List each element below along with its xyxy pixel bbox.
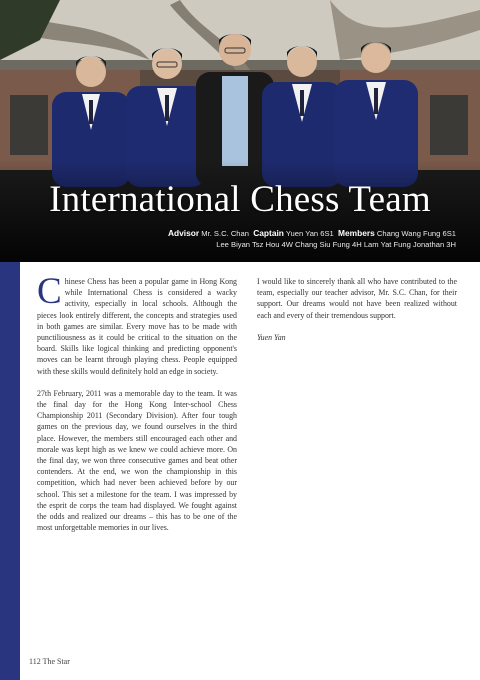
members-line-2: Lee Biyan Tsz Hou 4W Chang Siu Fung 4H Lam Yat Fung Jonathan 3H: [216, 240, 456, 249]
paragraph-1: [37, 271, 237, 377]
drop-cap: C: [37, 271, 62, 312]
paragraph-2: 27th February, 2011 was a memorable day to the team. It was the final day for the Hong Kong Inter-school Chess Championship 2011 (Secondary Division). After four tough games on the previous day, we found ourselves in the third place. However, the members still encouraged each other and morale was kept high as we knew we could achieve more. On the final day, we won three consecutive games and beat other contenders. At the end, we won the championship in this competition, which had never been achieved before by our school. This set a milestone for the team. I was impressed by the esprit de corps the team had displayed. We fought against the odds and realized our dreams – this has to be one of the most unforgettable memories in our lives.: [37, 388, 237, 533]
paragraph-3: I would like to sincerely thank all who have contributed to the team, especially our teacher advisor, Mr. S.C. Chan, for their support. Our dreams would not have been realized without each and every of their tremendous support.: [257, 277, 457, 320]
advisor-label: Advisor: [167, 228, 200, 238]
publication-name: The Star: [42, 657, 70, 666]
captain-name: Yuen Yan 6S1: [285, 229, 334, 238]
team-credits: [36, 228, 456, 250]
advisor-name: Mr. S.C. Chan: [201, 229, 249, 238]
article-column-left: [37, 271, 237, 544]
left-accent-bar: [0, 262, 20, 680]
article-column-right: [257, 276, 457, 354]
page-title: International Chess Team: [49, 179, 431, 220]
members-label: Members: [338, 228, 375, 238]
team-photo: [0, 0, 480, 262]
author-signature: Yuen Yan: [257, 332, 286, 342]
page-number: 112: [29, 657, 41, 666]
members-line-1: Chang Wang Fung 6S1: [376, 229, 456, 238]
team-photo-illustration: [0, 0, 480, 262]
captain-label: Captain: [253, 228, 284, 238]
page-footer: [29, 657, 70, 666]
paragraph-1-text: hinese Chess has been a popular game in Hong Kong while International Chess is considered a wacky activity, especially in local schools. Although the pieces look entirely different, the concepts and strategies used in both games are similar. Every move has to be made with punctiliousness as it could be critical to the situation on the board. Skills like logical thinking and predicting opponent's moves can be learnt through playing chess. People equipped with these skills would definitely hold an edge in society.: [37, 277, 237, 376]
credits-line-1: [36, 228, 456, 239]
